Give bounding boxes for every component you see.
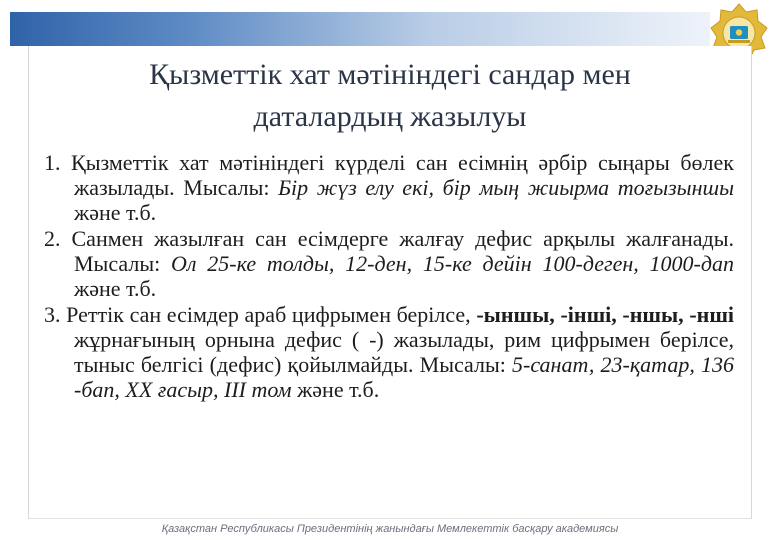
item-example: 5-санат, 23-қатар, 136 -бап, XX ғасыр, III том (74, 352, 734, 402)
item-example: Ол 25-ке толды, 12-ден, 15-ке дейін 100-деген, 1000-дап (171, 251, 734, 276)
numbered-list (44, 150, 734, 403)
list-item (44, 150, 734, 225)
item-text: Санмен жазылған сан есімдерге жалғау дефис арқылы жалғанады. Мысалы: (71, 226, 735, 276)
item-text-mid: жұрнағының орнына дефис ( -) жазылады, рим цифрымен берілсе, тыныс белгісі (дефис) қойылмайды. Мысалы: (74, 327, 734, 377)
item-number: 1. (44, 150, 61, 175)
item-example: Бір жүз елу екі, бір мың жиырма тоғызыншы (278, 175, 734, 200)
footer-caption: Қазақстан Республикасы Президентінің жанындағы Мемлекеттік басқару академиясы (161, 523, 619, 535)
item-number: 2. (44, 226, 61, 251)
list-item (44, 226, 734, 301)
item-suffixes: -ыншы, -інші, -ншы, -нші (476, 302, 735, 327)
item-tail: және т.б. (74, 276, 157, 301)
list-item (44, 302, 734, 402)
header-band (10, 12, 710, 46)
title-line-1: Қызметтік хат мәтініндегі сандар мен (149, 58, 631, 91)
slide-title (40, 54, 740, 138)
item-tail: және т.б. (74, 200, 157, 225)
title-line-2: даталардың жазылуы (253, 100, 527, 133)
item-tail: және т.б. (297, 377, 380, 402)
item-text: Қызметтік хат мәтініндегі күрделі сан есімнің әрбір сыңары бөлек жазылады. Мысалы: (71, 150, 734, 200)
item-text: Реттік сан есімдер араб цифрымен берілсе, (66, 302, 471, 327)
item-number: 3. (44, 302, 61, 327)
